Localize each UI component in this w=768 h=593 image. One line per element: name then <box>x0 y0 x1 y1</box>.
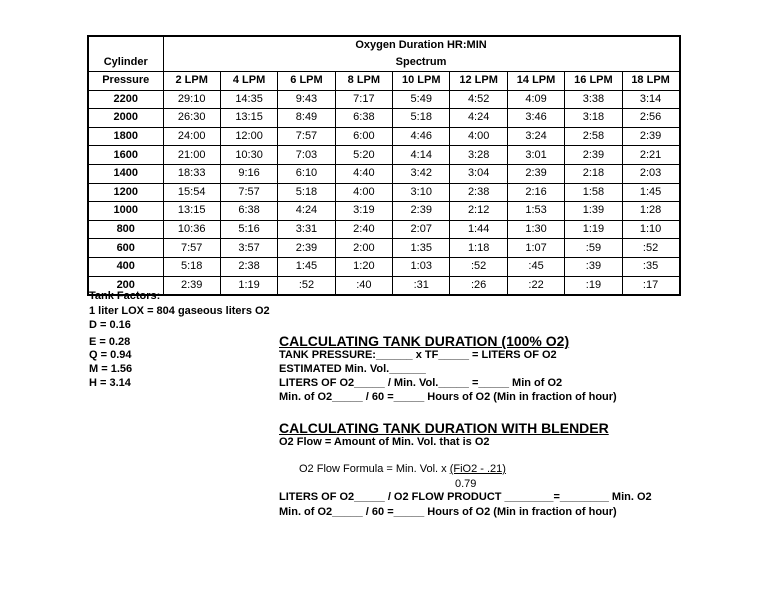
flow-header: 16 LPM <box>565 72 622 91</box>
cylinder-header: Cylinder <box>88 36 163 72</box>
duration-cell: 1:58 <box>565 183 622 202</box>
duration-cell: 2:39 <box>393 202 450 221</box>
flow-header: 10 LPM <box>393 72 450 91</box>
table-row <box>88 183 680 202</box>
duration-cell: 3:19 <box>335 202 392 221</box>
flow-header: 12 LPM <box>450 72 507 91</box>
table-row <box>88 257 680 276</box>
duration-cell: 2:21 <box>622 146 679 165</box>
table-title-line1: Oxygen Duration HR:MIN <box>355 39 487 51</box>
pressure-cell: 1200 <box>88 183 163 202</box>
duration-cell: 2:38 <box>450 183 507 202</box>
duration-cell: 3:14 <box>622 90 679 109</box>
duration-cell: 3:01 <box>507 146 564 165</box>
table-title <box>163 36 680 72</box>
duration-cell: 2:39 <box>622 127 679 146</box>
formula-denominator: 0.79 <box>455 478 477 490</box>
calc-100-title: CALCULATING TANK DURATION (100% O2) <box>279 333 570 349</box>
duration-cell: 1:20 <box>335 257 392 276</box>
duration-cell: 1:44 <box>450 220 507 239</box>
duration-cell: 3:28 <box>450 146 507 165</box>
duration-cell: :52 <box>622 239 679 258</box>
duration-cell: 3:04 <box>450 164 507 183</box>
flow-header: 8 LPM <box>335 72 392 91</box>
duration-cell: 3:57 <box>220 239 277 258</box>
factor-m: M = 1.56 <box>89 363 133 375</box>
flow-header: 2 LPM <box>163 72 220 91</box>
duration-cell: 2:39 <box>278 239 335 258</box>
pressure-cell: 2000 <box>88 109 163 128</box>
duration-cell: :19 <box>565 276 622 295</box>
duration-cell: 7:03 <box>278 146 335 165</box>
duration-cell: 1:19 <box>565 220 622 239</box>
duration-cell: 1:18 <box>450 239 507 258</box>
duration-cell: 3:24 <box>507 127 564 146</box>
duration-cell: 2:56 <box>622 109 679 128</box>
pressure-header: Pressure <box>88 72 163 91</box>
formula-numerator: (FiO2 - .21) <box>449 463 506 475</box>
duration-cell: :17 <box>622 276 679 295</box>
duration-cell: 5:49 <box>393 90 450 109</box>
duration-cell: 6:10 <box>278 164 335 183</box>
duration-cell: 4:40 <box>335 164 392 183</box>
pressure-cell: 1000 <box>88 202 163 221</box>
duration-cell: 2:07 <box>393 220 450 239</box>
duration-cell: 24:00 <box>163 127 220 146</box>
duration-cell: 4:00 <box>450 127 507 146</box>
calc-blender-line4: Min. of O2_____ / 60 =_____ Hours of O2 (Min in fraction of hour) <box>279 506 617 518</box>
duration-cell: 2:03 <box>622 164 679 183</box>
duration-cell: :40 <box>335 276 392 295</box>
duration-cell: 2:12 <box>450 202 507 221</box>
calc-blender-line1: O2 Flow = Amount of Min. Vol. that is O2 <box>279 436 490 448</box>
duration-cell: 3:10 <box>393 183 450 202</box>
pressure-cell: 600 <box>88 239 163 258</box>
calc-blender-title: CALCULATING TANK DURATION WITH BLENDER <box>279 420 609 436</box>
duration-cell: 6:38 <box>335 109 392 128</box>
duration-cell: 1:03 <box>393 257 450 276</box>
duration-cell: 10:36 <box>163 220 220 239</box>
pressure-cell: 400 <box>88 257 163 276</box>
pressure-cell: 1800 <box>88 127 163 146</box>
duration-cell: 6:38 <box>220 202 277 221</box>
duration-cell: 2:00 <box>335 239 392 258</box>
calc-blender-line3: LITERS OF O2_____ / O2 FLOW PRODUCT ________=________ Min. O2 <box>279 491 652 503</box>
flow-header: 6 LPM <box>278 72 335 91</box>
duration-cell: 4:46 <box>393 127 450 146</box>
duration-cell: 3:38 <box>565 90 622 109</box>
duration-cell: 13:15 <box>163 202 220 221</box>
pressure-cell: 800 <box>88 220 163 239</box>
duration-cell: :45 <box>507 257 564 276</box>
calc-100-line2: ESTIMATED Min. Vol.______ <box>279 363 426 375</box>
formula-prefix: O2 Flow Formula = Min. Vol. x <box>299 463 450 475</box>
duration-cell: 4:09 <box>507 90 564 109</box>
duration-cell: 29:10 <box>163 90 220 109</box>
duration-cell: 2:39 <box>507 164 564 183</box>
flow-header: 18 LPM <box>622 72 679 91</box>
duration-cell: 2:38 <box>220 257 277 276</box>
duration-cell: 3:46 <box>507 109 564 128</box>
duration-cell: 26:30 <box>163 109 220 128</box>
duration-cell: 2:16 <box>507 183 564 202</box>
duration-cell: 9:43 <box>278 90 335 109</box>
table-row <box>88 146 680 165</box>
duration-cell: 1:45 <box>622 183 679 202</box>
duration-cell: 4:24 <box>450 109 507 128</box>
duration-cell: :52 <box>450 257 507 276</box>
duration-cell: 1:45 <box>278 257 335 276</box>
lox-conversion: 1 liter LOX = 804 gaseous liters O2 <box>89 305 270 317</box>
duration-cell: 14:35 <box>220 90 277 109</box>
oxygen-duration-table <box>87 35 681 296</box>
duration-cell: 7:57 <box>163 239 220 258</box>
duration-cell: 10:30 <box>220 146 277 165</box>
table-row <box>88 202 680 221</box>
factor-h: H = 3.14 <box>89 377 131 389</box>
duration-cell: :52 <box>278 276 335 295</box>
tank-factors-heading: Tank Factors: <box>89 290 161 302</box>
duration-cell: 18:33 <box>163 164 220 183</box>
table-row <box>88 90 680 109</box>
duration-cell: 4:52 <box>450 90 507 109</box>
duration-cell: 15:54 <box>163 183 220 202</box>
duration-cell: 4:14 <box>393 146 450 165</box>
duration-cell: :35 <box>622 257 679 276</box>
duration-cell: 1:53 <box>507 202 564 221</box>
calc-100-line4: Min. of O2_____ / 60 =_____ Hours of O2 (Min in fraction of hour) <box>279 391 617 403</box>
pressure-cell: 1600 <box>88 146 163 165</box>
duration-cell: 5:18 <box>393 109 450 128</box>
duration-cell: 1:35 <box>393 239 450 258</box>
duration-cell: :59 <box>565 239 622 258</box>
duration-cell: 2:58 <box>565 127 622 146</box>
table-row <box>88 164 680 183</box>
pressure-cell: 1400 <box>88 164 163 183</box>
duration-cell: 4:00 <box>335 183 392 202</box>
o2-flow-formula <box>299 463 506 475</box>
duration-cell: 2:39 <box>565 146 622 165</box>
duration-cell: 13:15 <box>220 109 277 128</box>
duration-cell: 1:28 <box>622 202 679 221</box>
duration-cell: 3:42 <box>393 164 450 183</box>
factor-q: Q = 0.94 <box>89 349 132 361</box>
table-row <box>88 220 680 239</box>
factor-d: D = 0.16 <box>89 319 131 331</box>
factor-e: E = 0.28 <box>89 336 131 348</box>
duration-cell: :26 <box>450 276 507 295</box>
duration-cell: 3:18 <box>565 109 622 128</box>
duration-cell: 8:49 <box>278 109 335 128</box>
duration-cell: 2:40 <box>335 220 392 239</box>
duration-cell: 2:18 <box>565 164 622 183</box>
table-row <box>88 276 680 295</box>
duration-cell: 1:19 <box>220 276 277 295</box>
duration-cell: 9:16 <box>220 164 277 183</box>
duration-cell: 1:39 <box>565 202 622 221</box>
duration-cell: 3:31 <box>278 220 335 239</box>
table-title-line2: Spectrum <box>395 56 447 68</box>
duration-cell: 5:16 <box>220 220 277 239</box>
duration-cell: 7:57 <box>278 127 335 146</box>
duration-cell: :22 <box>507 276 564 295</box>
duration-cell: 21:00 <box>163 146 220 165</box>
flow-header: 4 LPM <box>220 72 277 91</box>
duration-cell: 12:00 <box>220 127 277 146</box>
duration-cell: 1:30 <box>507 220 564 239</box>
table-row <box>88 109 680 128</box>
calc-100-line1: TANK PRESSURE:______ x TF_____ = LITERS OF O2 <box>279 349 557 361</box>
duration-cell: 7:57 <box>220 183 277 202</box>
table-row <box>88 239 680 258</box>
duration-cell: :31 <box>393 276 450 295</box>
table-row <box>88 127 680 146</box>
flow-header: 14 LPM <box>507 72 564 91</box>
pressure-cell: 200 <box>88 276 163 295</box>
duration-cell: 5:18 <box>278 183 335 202</box>
duration-cell: 1:10 <box>622 220 679 239</box>
duration-cell: 6:00 <box>335 127 392 146</box>
duration-cell: 2:39 <box>163 276 220 295</box>
duration-cell: 7:17 <box>335 90 392 109</box>
duration-cell: :39 <box>565 257 622 276</box>
pressure-cell: 2200 <box>88 90 163 109</box>
duration-cell: 5:18 <box>163 257 220 276</box>
calc-100-line3: LITERS OF O2_____ / Min. Vol._____ =_____ Min of O2 <box>279 377 563 389</box>
duration-cell: 1:07 <box>507 239 564 258</box>
duration-cell: 4:24 <box>278 202 335 221</box>
duration-cell: 5:20 <box>335 146 392 165</box>
